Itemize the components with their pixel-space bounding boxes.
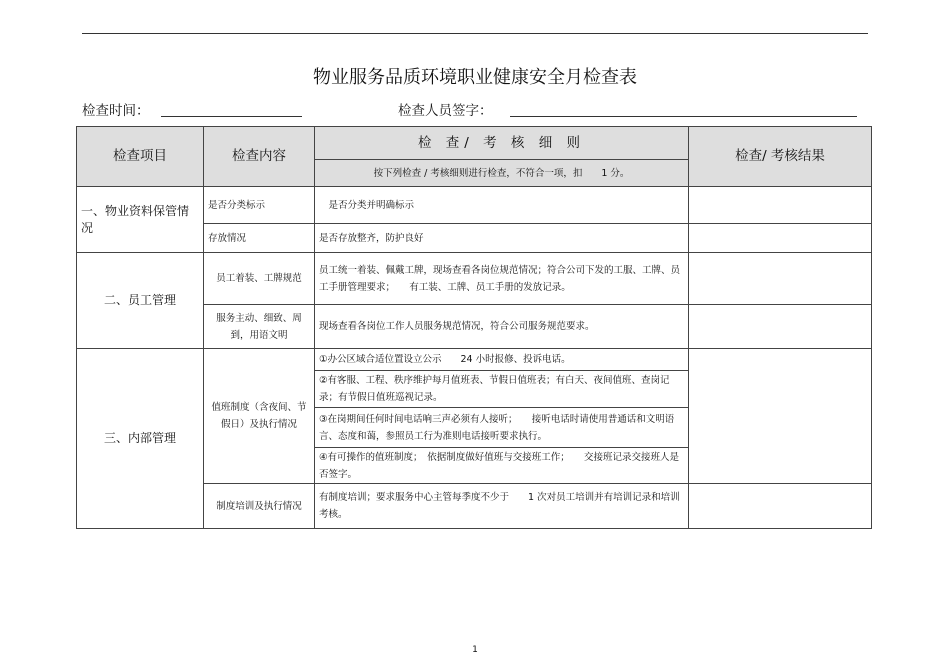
inspection-time-label: 检查时间： — [82, 103, 150, 119]
content-cell: 存放情况 — [204, 224, 315, 253]
detail-cell: ③在岗期间任何时间电话响三声必须有人接听； 接听电话时请使用普通话和文明语言、态度和蔼，参照员工行为准则电话接听要求执行。 — [315, 408, 689, 448]
page-number: 1 — [472, 645, 478, 655]
inspector-signature-label: 检查人员签字： — [398, 103, 493, 119]
detail-cell: 现场查看各岗位工作人员服务规范情况，符合公司服务规范要求。 — [315, 305, 689, 349]
detail-cell: 是否分类并明确标示 — [315, 187, 689, 224]
table-row — [77, 349, 872, 371]
content-cell: 制度培训及执行情况 — [204, 484, 315, 529]
detail-cell: ①办公区域合适位置设立公示 24 小时报修、投诉电话。 — [315, 349, 689, 371]
header-content: 检查内容 — [204, 127, 315, 187]
page-title: 物业服务品质环境职业健康安全月检查表 — [313, 67, 637, 88]
detail-cell: 是否存放整齐，防护良好 — [315, 224, 689, 253]
result-cell[interactable] — [689, 187, 872, 224]
result-cell[interactable] — [689, 224, 872, 253]
detail-cell: ②有客服、工程、秩序维护每月值班表、节假日值班表；有白天、夜间值班、查岗记录；有节假日值班巡视记录。 — [315, 371, 689, 408]
result-cell[interactable] — [689, 253, 872, 305]
detail-cell: 员工统一着装、佩戴工牌，现场查看各岗位规范情况；符合公司下发的工服、工牌、员工手册管理要求； 有工装、工牌、员工手册的发放记录。 — [315, 253, 689, 305]
header-result: 检查/ 考核结果 — [689, 127, 872, 187]
result-cell[interactable] — [689, 484, 872, 529]
result-cell[interactable] — [689, 349, 872, 484]
table-row — [77, 187, 872, 224]
content-cell: 服务主动、细致、周到，用语文明 — [204, 305, 315, 349]
header-rules: 检 查/ 考 核 细 则 — [315, 127, 689, 160]
category-cell: 一、物业资料保管情况 — [77, 187, 204, 253]
inspection-table — [76, 126, 872, 529]
table-row — [77, 253, 872, 305]
top-rule — [82, 33, 868, 34]
header-row — [77, 127, 872, 160]
detail-cell: 有制度培训；要求服务中心主管每季度不少于 1 次对员工培训并有培训记录和培训考核。 — [315, 484, 689, 529]
header-item: 检查项目 — [77, 127, 204, 187]
content-cell: 值班制度（含夜间、节假日）及执行情况 — [204, 349, 315, 484]
inspection-time-field[interactable] — [161, 116, 302, 117]
header-rules-note: 按下列检查 / 考核细则进行检查，不符合一项，扣 1 分。 — [315, 160, 689, 187]
result-cell[interactable] — [689, 305, 872, 349]
content-cell: 是否分类标示 — [204, 187, 315, 224]
detail-cell: ④有可操作的值班制度； 依据制度做好值班与交接班工作； 交接班记录交接班人是否签字。 — [315, 448, 689, 484]
category-cell: 二、员工管理 — [77, 253, 204, 349]
inspector-signature-field[interactable] — [510, 116, 857, 117]
content-cell: 员工着装、工牌规范 — [204, 253, 315, 305]
category-cell: 三、内部管理 — [77, 349, 204, 529]
